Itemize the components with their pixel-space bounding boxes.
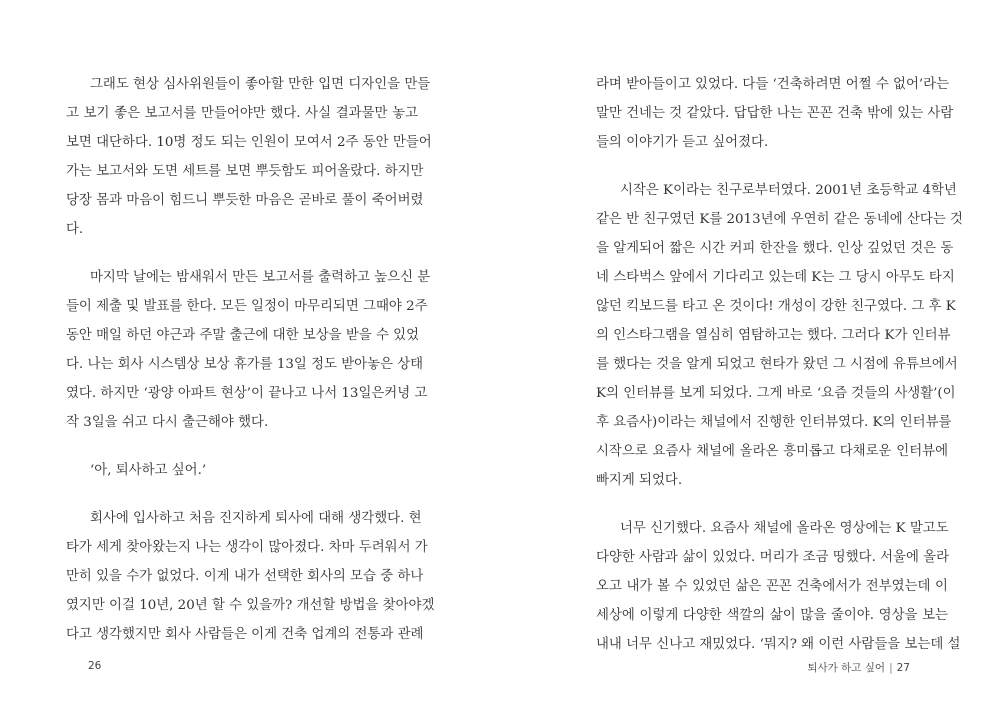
text-line: 시작은 K이라는 친구로부터였다. 2001년 초등학교 4학년 [620, 183, 957, 198]
text-line: 들이 제출 및 발표를 한다. 모든 일정이 마무리되면 그때야 2주 [66, 299, 428, 314]
right-body-text [596, 70, 963, 659]
paragraph-gap [66, 244, 418, 263]
text-line: 다. 나는 회사 시스템상 보상 휴가를 13일 정도 받아놓은 상태 [66, 357, 424, 372]
text-line: 다양한 사람과 삶이 있었다. 머리가 조금 띵했다. 서울에 올라 [596, 550, 950, 565]
text-line: 회사에 입사하고 처음 진지하게 퇴사에 대해 생각했다. 현 [90, 511, 422, 526]
text-line: 말만 건네는 것 같았다. 답답한 나는 꼰꼰 건축 밖에 있는 사람 [596, 106, 954, 121]
text-line: 너무 신기했다. 요즘사 채널에 올라온 영상에는 K 말고도 [620, 521, 949, 536]
paragraph-gap [596, 495, 948, 514]
paragraph-gap [66, 437, 418, 456]
text-line: 다. [66, 222, 84, 237]
text-line: 를 했다는 것을 알게 되었고 현타가 왔던 그 시점에 유튜브에서 [596, 357, 958, 372]
right-page-number: 27 [896, 662, 910, 674]
text-line: 마지막 날에는 밤새워서 만든 보고서를 출력하고 높으신 분 [90, 270, 431, 285]
text-line: 오고 내가 볼 수 있었던 삶은 꼰꼰 건축에서가 전부였는데 이 [596, 579, 948, 594]
right-page [500, 0, 1000, 710]
text-line: 보면 대단하다. 10명 정도 되는 인원이 모여서 2주 동안 만들어 [66, 135, 432, 150]
text-line: 들의 이야기가 듣고 싶어졌다. [596, 135, 769, 150]
text-line: 같은 반 친구였던 K를 2013년에 우연히 같은 동네에 산다는 것 [596, 212, 963, 227]
text-line: 않던 킥보드를 타고 온 것이다! 개성이 강한 친구였다. 그 후 K [596, 299, 956, 314]
text-line: K의 인터뷰를 보게 되었다. 그게 바로 ‘요즘 것들의 사생활’(이 [596, 386, 956, 401]
text-line: 네 스타벅스 앞에서 기다리고 있는데 K는 그 당시 아무도 타지 [596, 270, 955, 285]
left-body-text [66, 70, 435, 649]
text-line: 그래도 현상 심사위원들이 좋아할 만한 입면 디자인을 만들 [90, 77, 431, 92]
text-line: 빠지게 되었다. [596, 473, 683, 488]
text-line: 후 요즘사)이라는 채널에서 진행한 인터뷰였다. K의 인터뷰를 [596, 415, 952, 430]
running-title: 퇴사가 하고 싶어 [807, 662, 886, 674]
text-line: 가는 보고서와 도면 세트를 보면 뿌듯함도 피어올랐다. 하지만 [66, 164, 424, 179]
text-line: 을 알게되어 짧은 시간 커피 한잔을 했다. 인상 깊었던 것은 동 [596, 241, 954, 256]
paragraph-gap [66, 485, 418, 504]
text-line: 동안 매일 하던 야근과 주말 출근에 대한 보상을 받을 수 있었 [66, 328, 420, 343]
text-line: 작 3일을 쉬고 다시 출근해야 했다. [66, 415, 269, 430]
left-page-number: 26 [88, 660, 102, 672]
paragraph-gap [596, 157, 948, 176]
text-line: 내내 너무 신나고 재밌었다. ‘뭐지? 왜 이런 사람들을 보는데 설 [596, 637, 961, 652]
text-line: 타가 세게 찾아왔는지 나는 생각이 많아졌다. 차마 두려워서 가 [66, 540, 428, 555]
folio-separator: | [889, 662, 893, 674]
text-line: 였지만 이걸 10년, 20년 할 수 있을까? 개선할 방법을 찾아야겠 [66, 598, 435, 613]
text-line: 만히 있을 수가 없었다. 이게 내가 선택한 회사의 모습 중 하나 [66, 569, 424, 584]
text-line: 세상에 이렇게 다양한 색깔의 삶이 많을 줄이야. 영상을 보는 [596, 608, 948, 623]
text-line: ‘아, 퇴사하고 싶어.’ [90, 463, 207, 478]
text-line: 였다. 하지만 ‘광양 아파트 현상’이 끝나고 나서 13일은커녕 고 [66, 386, 428, 401]
text-line: 다고 생각했지만 회사 사람들은 이게 건축 업계의 전통과 관례 [66, 627, 424, 642]
text-line: 고 보기 좋은 보고서를 만들어야만 했다. 사실 결과물만 놓고 [66, 106, 418, 121]
text-line: 당장 몸과 마음이 힘드니 뿌듯한 마음은 곧바로 풀이 죽어버렸 [66, 193, 424, 208]
text-line: 의 인스타그램을 열심히 염탐하고는 했다. 그러다 K가 인터뷰 [596, 328, 951, 343]
right-folio [807, 660, 910, 675]
text-line: 시작으로 요즘사 채널에 올라온 흥미롭고 다채로운 인터뷰에 [596, 444, 948, 459]
text-line: 라며 받아들이고 있었다. 다들 ‘건축하려면 어쩔 수 없어’라는 [596, 77, 950, 92]
